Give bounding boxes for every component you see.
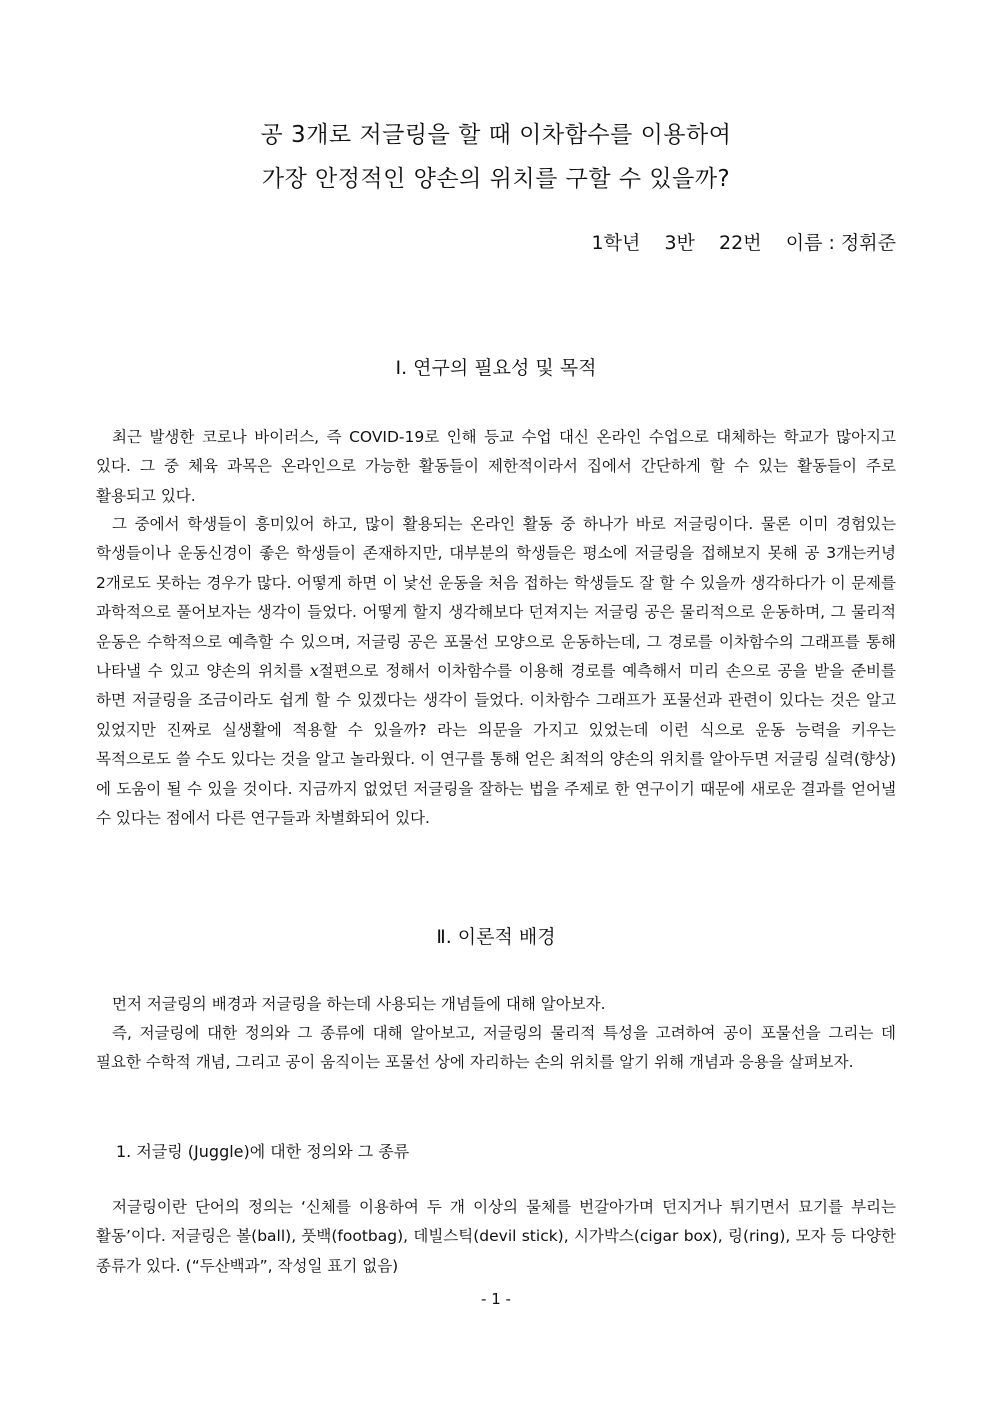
- section-1-paragraph-2-part-a: 그 중에서 학생들이 흥미있어 하고, 많이 활용되는 온라인 활동 중 하나가 바로 저글링이다. 물론 이미 경험있는 학생들이나 운동신경이 좋은 학생들이 존재하지만, 대부분의 학생들은 평소에 저글링을 접해보지 못해 공 3개는커녕 2개로도 못하는 경우가 많다. 어떻게 하면 이 낯선 운동을 처음 접하는 학생들도 잘 할 수 있을까 생각하다가 이 문제를 과학적으로 풀어보자는 생각이 들었다. 어떻게 할지 생각해보다 던져지는 저글링 공은 물리적으로 운동하며, 그 물리적 운동은 수학적으로 예측할 수 있으며, 저글링 공은 포물선 모양으로 운동하는데, 그 경로를 이차함수의 그래프를 통해 나타낼 수 있고 양손의 위치를: [96, 515, 896, 681]
- title-line-1: 공 3개로 저글링을 할 때 이차함수를 이용하여: [260, 122, 732, 148]
- section-1-paragraph-2: [96, 510, 896, 833]
- section-2-paragraph-1: 먼저 저글링의 배경과 저글링을 하는데 사용되는 개념들에 대해 알아보자.: [112, 995, 606, 1013]
- document-title: [96, 113, 896, 201]
- section-2-paragraph-2: 즉, 저글링에 대한 정의와 그 종류에 대해 알아보고, 저글링의 물리적 특성을 고려하여 공이 포물선을 그리는 데 필요한 수학적 개념, 그리고 공이 움직이는 포물선 상에 자리하는 손의 위치를 알기 위해 개념과 응용을 살펴보자.: [96, 1024, 896, 1072]
- subsection-1-heading: 1. 저글링 (Juggle)에 대한 정의와 그 종류: [116, 1142, 410, 1161]
- section-1-paragraph-1: 최근 발생한 코로나 바이러스, 즉 COVID-19로 인해 등교 수업 대신 온라인 수업으로 대체하는 학교가 많아지고 있다. 그 중 체육 과목은 온라인으로 가능한 활동들이 제한적이라서 집에서 간단하게 할 수 있는 활동들이 주로 활용되고 있다.: [96, 428, 896, 505]
- section-1-paragraph-2-part-b: 절편으로 정해서 이차함수를 이용해 경로를 예측해서 미리 손으로 공을 받을 준비를 하면 저글링을 조금이라도 쉽게 할 수 있겠다는 생각이 들었다. 이차함수 그래프가 포물선과 관련이 있다는 것은 알고 있었지만 진짜로 실생활에 적용할 수 있을까? 라는 의문을 가지고 있었는데 이런 식으로 운동 능력을 키우는 목적으로도 쓸 수도 있다는 것을 알고 놀라웠다. 이 연구를 통해 얻은 최적의 양손의 위치를 알아두면 저글링 실력(향상)에 도움이 될 수 있을 것이다. 지금까지 없었던 저글링을 잘하는 법을 주제로 한 연구이기 때문에 새로운 결과를 얻어낼 수 있다는 점에서 다른 연구들과 차별화되어 있다.: [96, 662, 897, 828]
- section-1-heading: Ⅰ. 연구의 필요성 및 목적: [395, 357, 597, 379]
- subsection-1-paragraph: 저글링이란 단어의 정의는 ‘신체를 이용하여 두 개 이상의 물체를 번갈아가며 던지거나 튀기면서 묘기를 부리는 활동’이다. 저글링은 볼(ball), 풋백(footbag), 데빌스틱(devil stick), 시가박스(cigar box), 링(ring), 모자 등 다양한 종류가 있다. (“두산백과”, 작성일 표기 없음): [96, 1198, 896, 1275]
- section-2-heading: Ⅱ. 이론적 배경: [436, 926, 556, 948]
- author-info: 1학년 3반 22번 이름 : 정휘준: [591, 232, 896, 254]
- x-variable: x: [309, 662, 319, 681]
- page-number: - 1 -: [481, 1290, 511, 1308]
- title-line-2: 가장 안정적인 양손의 위치를 구할 수 있을까?: [261, 166, 731, 192]
